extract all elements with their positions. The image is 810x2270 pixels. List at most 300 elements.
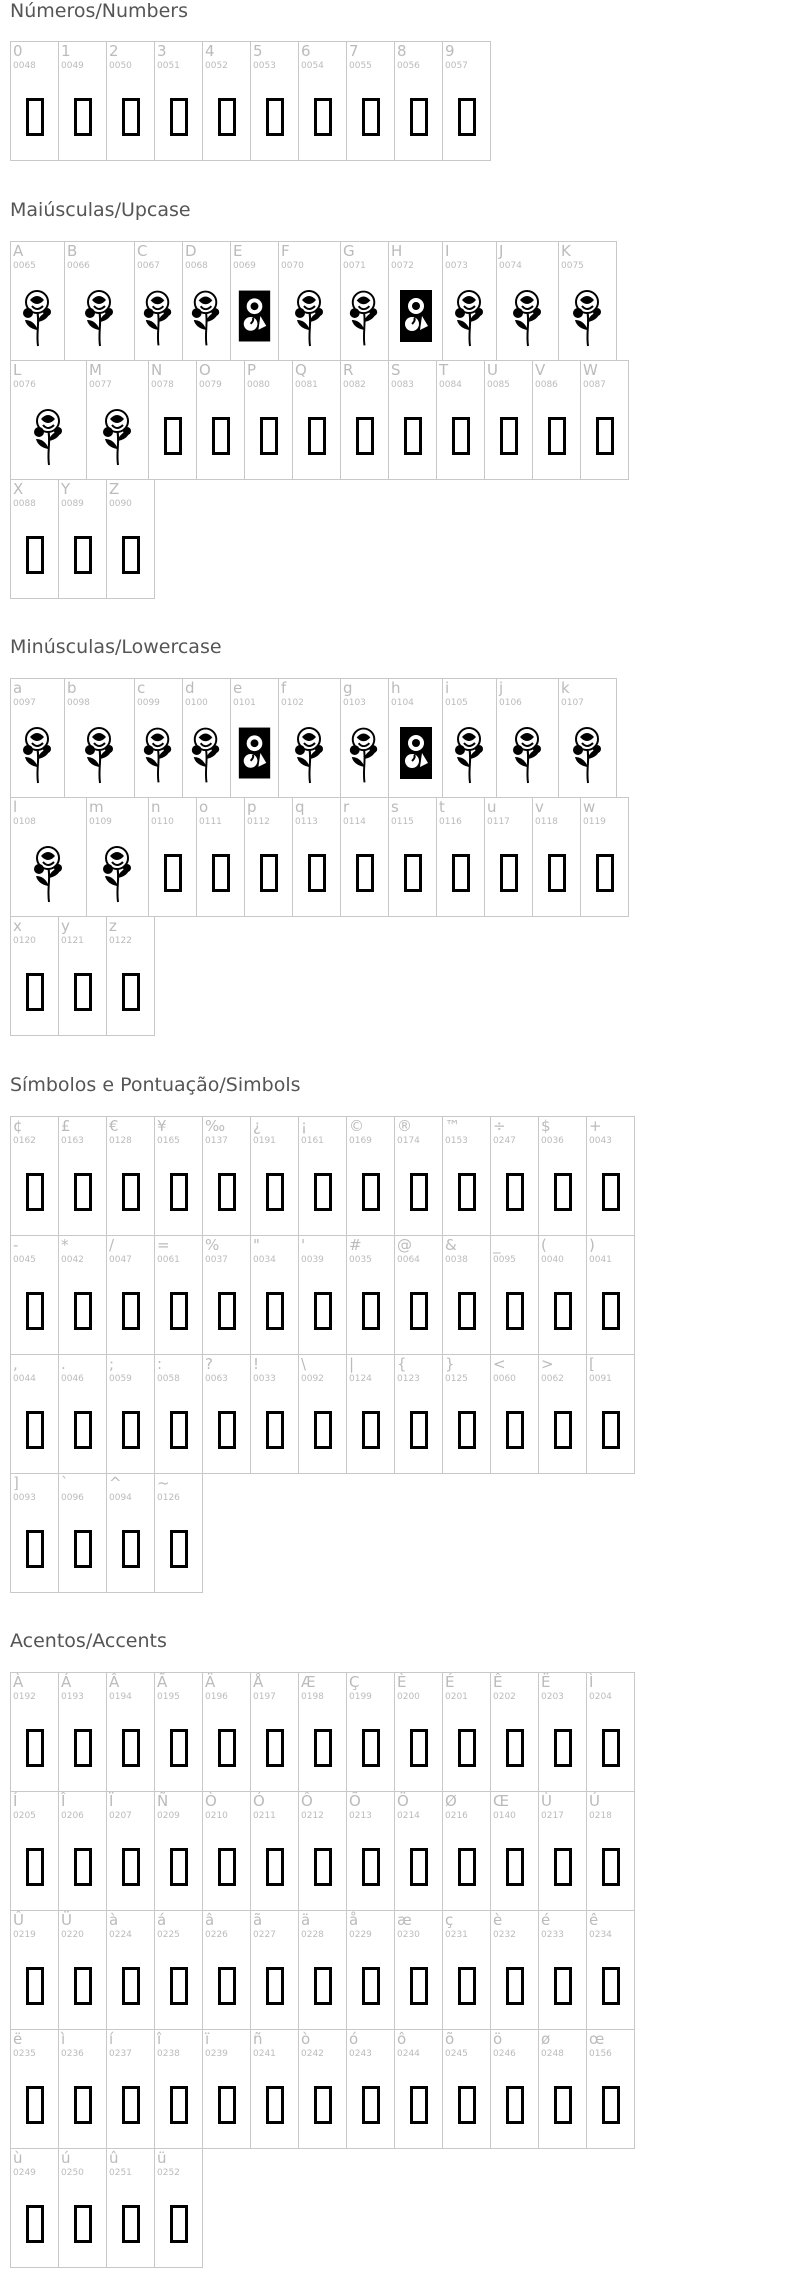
section-title: Minúsculas/Lowercase <box>10 636 222 658</box>
glyph-code: 0038 <box>445 1255 468 1265</box>
missing-glyph-box-icon <box>458 98 476 136</box>
glyph-cell <box>86 797 149 917</box>
glyph-cell <box>538 1354 587 1474</box>
missing-glyph-box-icon <box>74 1967 92 2005</box>
glyph-cell <box>202 2029 251 2149</box>
glyph-code: 0225 <box>157 1930 180 1940</box>
glyph-character: , <box>13 1355 18 1373</box>
glyph-code: 0213 <box>349 1811 372 1821</box>
missing-glyph-box-icon <box>26 1173 44 1211</box>
glyph-cell <box>250 1116 299 1236</box>
missing-glyph-box-icon <box>218 1967 236 2005</box>
glyph-character: Ê <box>493 1673 503 1691</box>
glyph-cell <box>244 360 293 480</box>
glyph-cell <box>586 1116 635 1236</box>
glyph-code: 0088 <box>13 499 36 509</box>
glyph-character: ø <box>541 2030 551 2048</box>
glyph-character: \ <box>301 1355 307 1373</box>
glyph-code: 0104 <box>391 698 414 708</box>
glyph-character: ï <box>205 2030 210 2048</box>
glyph-code: 0113 <box>295 817 318 827</box>
glyph-code: 0082 <box>343 380 366 390</box>
missing-glyph-box-icon <box>170 1729 188 1767</box>
missing-glyph-box-icon <box>362 2086 380 2124</box>
glyph-code: 0161 <box>301 1136 324 1146</box>
glyph-code: 0034 <box>253 1255 276 1265</box>
glyph-character: Ú <box>589 1792 600 1810</box>
glyph-character: V <box>535 361 546 379</box>
glyph-code: 0033 <box>253 1374 276 1384</box>
glyph-character: ¿ <box>253 1117 261 1135</box>
glyph-character: Œ <box>493 1792 510 1810</box>
missing-glyph-box-icon <box>554 1967 572 2005</box>
glyph-character: k <box>561 679 570 697</box>
glyph-character: É <box>445 1673 455 1691</box>
glyph-cell <box>586 1910 635 2030</box>
missing-glyph-box-icon <box>164 854 182 892</box>
glyph-cell <box>134 241 183 361</box>
glyph-cell <box>532 797 581 917</box>
glyph-character: ÷ <box>493 1117 506 1135</box>
glyph-cell <box>154 1672 203 1792</box>
missing-glyph-box-icon <box>122 1292 140 1330</box>
glyph-character: ê <box>589 1911 599 1929</box>
glyph-cell <box>10 1354 59 1474</box>
rose-bud-icon <box>135 278 182 356</box>
missing-glyph-box-icon <box>410 1292 428 1330</box>
glyph-cell <box>298 1354 347 1474</box>
missing-glyph-box-icon <box>218 98 236 136</box>
glyph-code: 0070 <box>281 261 304 271</box>
glyph-character: % <box>205 1236 220 1254</box>
glyph-code: 0102 <box>281 698 304 708</box>
glyph-code: 0206 <box>61 1811 84 1821</box>
glyph-character: Í <box>13 1792 18 1810</box>
lily-dark-card-icon <box>389 278 442 356</box>
missing-glyph-box-icon <box>212 854 230 892</box>
missing-glyph-box-icon <box>410 1411 428 1449</box>
glyph-cell <box>58 41 107 161</box>
glyph-code: 0083 <box>391 380 414 390</box>
glyph-cell <box>442 241 497 361</box>
glyph-character: } <box>445 1355 455 1373</box>
missing-glyph-box-icon <box>26 1292 44 1330</box>
glyph-character: à <box>109 1911 119 1929</box>
lily-dark-card-icon <box>389 715 442 793</box>
glyph-cell <box>580 797 629 917</box>
missing-glyph-box-icon <box>218 1848 236 1886</box>
glyph-character: Z <box>109 480 120 498</box>
glyph-code: 0124 <box>349 1374 372 1384</box>
glyph-cell <box>394 2029 443 2149</box>
glyph-cell <box>298 1235 347 1355</box>
glyph-code: 0105 <box>445 698 468 708</box>
glyph-character: û <box>109 2149 119 2167</box>
glyph-cell <box>106 2148 155 2268</box>
glyph-character: h <box>391 679 401 697</box>
glyph-character: Ì <box>589 1673 594 1691</box>
glyph-character: 4 <box>205 42 215 60</box>
glyph-character: T <box>439 361 449 379</box>
glyph-code: 0093 <box>13 1493 36 1503</box>
glyph-code: 0232 <box>493 1930 516 1940</box>
missing-glyph-box-icon <box>410 2086 428 2124</box>
missing-glyph-box-icon <box>308 417 326 455</box>
glyph-code: 0067 <box>137 261 160 271</box>
glyph-code: 0251 <box>109 2168 132 2178</box>
glyph-code: 0068 <box>185 261 208 271</box>
missing-glyph-box-icon <box>122 536 140 574</box>
glyph-code: 0231 <box>445 1930 468 1940</box>
missing-glyph-box-icon <box>122 98 140 136</box>
glyph-cell <box>58 2029 107 2149</box>
glyph-code: 0084 <box>439 380 462 390</box>
glyph-character: Ñ <box>157 1792 169 1810</box>
glyph-cell <box>10 1791 59 1911</box>
glyph-cell <box>58 1473 107 1593</box>
glyph-character: ç <box>445 1911 454 1929</box>
glyph-code: 0123 <box>397 1374 420 1384</box>
missing-glyph-box-icon <box>452 417 470 455</box>
glyph-cell <box>538 2029 587 2149</box>
glyph-code: 0107 <box>561 698 584 708</box>
missing-glyph-box-icon <box>506 1967 524 2005</box>
missing-glyph-box-icon <box>458 1411 476 1449</box>
glyph-cell <box>394 41 443 161</box>
glyph-character: ú <box>61 2149 71 2167</box>
glyph-cell <box>58 1235 107 1355</box>
glyph-code: 0049 <box>61 61 84 71</box>
glyph-character: õ <box>445 2030 455 2048</box>
glyph-code: 0192 <box>13 1692 36 1702</box>
missing-glyph-box-icon <box>122 1967 140 2005</box>
glyph-cell <box>202 1354 251 1474</box>
glyph-code: 0198 <box>301 1692 324 1702</box>
glyph-code: 0209 <box>157 1811 180 1821</box>
glyph-code: 0077 <box>89 380 112 390</box>
glyph-code: 0228 <box>301 1930 324 1940</box>
glyph-character: ¥ <box>157 1117 167 1135</box>
glyph-cell <box>490 1235 539 1355</box>
glyph-code: 0128 <box>109 1136 132 1146</box>
glyph-character: 3 <box>157 42 167 60</box>
glyph-character: 0 <box>13 42 23 60</box>
flower-cluster-icon <box>559 278 616 356</box>
missing-glyph-box-icon <box>506 1292 524 1330</box>
glyph-character: ä <box>301 1911 311 1929</box>
missing-glyph-box-icon <box>458 2086 476 2124</box>
glyph-character: O <box>199 361 211 379</box>
missing-glyph-box-icon <box>602 1173 620 1211</box>
glyph-cell <box>346 1354 395 1474</box>
glyph-character: b <box>67 679 77 697</box>
glyph-character: L <box>13 361 22 379</box>
glyph-character: H <box>391 242 403 260</box>
rose-spray-icon <box>11 834 86 912</box>
glyph-code: 0199 <box>349 1692 372 1702</box>
glyph-character: $ <box>541 1117 551 1135</box>
missing-glyph-box-icon <box>602 1292 620 1330</box>
glyph-code: 0095 <box>493 1255 516 1265</box>
glyph-cell <box>250 1910 299 2030</box>
glyph-character: ' <box>301 1236 306 1254</box>
glyph-character: í <box>109 2030 114 2048</box>
glyph-code: 0204 <box>589 1692 612 1702</box>
missing-glyph-box-icon <box>602 2086 620 2124</box>
glyph-cell <box>538 1235 587 1355</box>
glyph-code: 0057 <box>445 61 468 71</box>
glyph-character: Ë <box>541 1673 551 1691</box>
missing-glyph-box-icon <box>260 854 278 892</box>
glyph-character: é <box>541 1911 551 1929</box>
missing-glyph-box-icon <box>170 1967 188 2005</box>
glyph-cell <box>436 797 485 917</box>
glyph-code: 0054 <box>301 61 324 71</box>
glyph-code: 0137 <box>205 1136 228 1146</box>
glyph-cell <box>586 2029 635 2149</box>
glyph-cell <box>10 241 65 361</box>
rose-bloom-icon <box>65 715 134 793</box>
glyph-cell <box>538 1791 587 1911</box>
glyph-character: c <box>137 679 146 697</box>
missing-glyph-box-icon <box>170 1173 188 1211</box>
glyph-cell <box>388 241 443 361</box>
glyph-cell <box>442 1791 491 1911</box>
glyph-character: ™ <box>445 1117 460 1135</box>
glyph-code: 0064 <box>397 1255 420 1265</box>
missing-glyph-box-icon <box>458 1292 476 1330</box>
glyph-code: 0037 <box>205 1255 228 1265</box>
glyph-character: x <box>13 917 22 935</box>
glyph-code: 0096 <box>61 1493 84 1503</box>
glyph-character: ® <box>397 1117 412 1135</box>
glyph-code: 0094 <box>109 1493 132 1503</box>
glyph-character: 7 <box>349 42 359 60</box>
glyph-character: j <box>499 679 504 697</box>
glyph-code: 0098 <box>67 698 90 708</box>
glyph-character: ë <box>13 2030 23 2048</box>
glyph-cell <box>58 479 107 599</box>
single-rose-icon <box>279 715 340 793</box>
glyph-character: n <box>151 798 161 816</box>
glyph-code: 0249 <box>13 2168 36 2178</box>
glyph-code: 0220 <box>61 1930 84 1940</box>
glyph-code: 0075 <box>561 261 584 271</box>
glyph-code: 0234 <box>589 1930 612 1940</box>
glyph-code: 0242 <box>301 2049 324 2059</box>
glyph-cell <box>346 1116 395 1236</box>
rose-stem-bouquet-icon <box>183 278 230 356</box>
missing-glyph-box-icon <box>596 417 614 455</box>
glyph-code: 0205 <box>13 1811 36 1821</box>
section-title: Acentos/Accents <box>10 1630 167 1652</box>
glyph-cell <box>442 1116 491 1236</box>
glyph-cell <box>196 360 245 480</box>
missing-glyph-box-icon <box>266 1848 284 1886</box>
glyph-cell <box>484 797 533 917</box>
glyph-character: È <box>397 1673 407 1691</box>
glyph-code: 0125 <box>445 1374 468 1384</box>
glyph-cell <box>106 1116 155 1236</box>
missing-glyph-box-icon <box>500 417 518 455</box>
missing-glyph-box-icon <box>122 973 140 1011</box>
glyph-character: d <box>185 679 195 697</box>
glyph-cell <box>106 1791 155 1911</box>
glyph-character: 2 <box>109 42 119 60</box>
glyph-cell <box>154 1791 203 1911</box>
glyph-code: 0162 <box>13 1136 36 1146</box>
missing-glyph-box-icon <box>410 1729 428 1767</box>
glyph-cell <box>58 916 107 1036</box>
missing-glyph-box-icon <box>26 973 44 1011</box>
glyph-cell <box>538 1116 587 1236</box>
rose-spray-icon <box>11 397 86 475</box>
missing-glyph-box-icon <box>266 1729 284 1767</box>
glyph-cell <box>106 41 155 161</box>
missing-glyph-box-icon <box>26 536 44 574</box>
missing-glyph-box-icon <box>356 854 374 892</box>
glyph-character: ) <box>589 1236 595 1254</box>
missing-glyph-box-icon <box>260 417 278 455</box>
glyph-character: ‰ <box>205 1117 226 1135</box>
glyph-code: 0062 <box>541 1374 564 1384</box>
glyph-code: 0196 <box>205 1692 228 1702</box>
glyph-cell <box>538 1910 587 2030</box>
glyph-character: © <box>349 1117 364 1135</box>
missing-glyph-box-icon <box>74 1292 92 1330</box>
glyph-character: M <box>89 361 102 379</box>
glyph-cell <box>394 1235 443 1355</box>
glyph-code: 0117 <box>487 817 510 827</box>
glyph-code: 0140 <box>493 1811 516 1821</box>
missing-glyph-box-icon <box>26 1848 44 1886</box>
glyph-cell <box>388 797 437 917</box>
glyph-code: 0045 <box>13 1255 36 1265</box>
glyph-code: 0063 <box>205 1374 228 1384</box>
glyph-cell <box>58 2148 107 2268</box>
glyph-cell <box>250 1791 299 1911</box>
glyph-code: 0126 <box>157 1493 180 1503</box>
missing-glyph-box-icon <box>596 854 614 892</box>
glyph-character: ! <box>253 1355 260 1373</box>
missing-glyph-box-icon <box>170 1411 188 1449</box>
glyph-code: 0226 <box>205 1930 228 1940</box>
glyph-cell <box>106 479 155 599</box>
single-rose-icon <box>279 278 340 356</box>
missing-glyph-box-icon <box>74 536 92 574</box>
glyph-character: Ã <box>157 1673 168 1691</box>
glyph-cell <box>278 241 341 361</box>
glyph-cell <box>10 916 59 1036</box>
missing-glyph-box-icon <box>554 1729 572 1767</box>
glyph-character: @ <box>397 1236 412 1254</box>
glyph-code: 0052 <box>205 61 228 71</box>
missing-glyph-box-icon <box>266 1292 284 1330</box>
glyph-cell <box>394 1910 443 2030</box>
glyph-code: 0058 <box>157 1374 180 1384</box>
missing-glyph-box-icon <box>266 2086 284 2124</box>
glyph-cell <box>298 1672 347 1792</box>
glyph-code: 0051 <box>157 61 180 71</box>
glyph-code: 0217 <box>541 1811 564 1821</box>
glyph-character: è <box>493 1911 503 1929</box>
glyph-code: 0079 <box>199 380 222 390</box>
glyph-cell <box>58 1791 107 1911</box>
missing-glyph-box-icon <box>500 854 518 892</box>
missing-glyph-box-icon <box>362 1411 380 1449</box>
flower-bunch-icon <box>497 715 558 793</box>
glyph-character: s <box>391 798 399 816</box>
glyph-code: 0202 <box>493 1692 516 1702</box>
glyph-character: 1 <box>61 42 71 60</box>
glyph-cell <box>154 1910 203 2030</box>
missing-glyph-box-icon <box>554 2086 572 2124</box>
glyph-code: 0203 <box>541 1692 564 1702</box>
glyph-cell <box>148 797 197 917</box>
glyph-code: 0239 <box>205 2049 228 2059</box>
glyph-character: w <box>583 798 596 816</box>
glyph-cell <box>394 1116 443 1236</box>
glyph-cell <box>10 678 65 798</box>
glyph-cell <box>484 360 533 480</box>
glyph-code: 0080 <box>247 380 270 390</box>
glyph-cell <box>202 1791 251 1911</box>
glyph-character: ü <box>157 2149 167 2167</box>
missing-glyph-box-icon <box>506 1173 524 1211</box>
glyph-character: € <box>109 1117 119 1135</box>
glyph-cell <box>298 41 347 161</box>
glyph-character: X <box>13 480 24 498</box>
glyph-code: 0210 <box>205 1811 228 1821</box>
glyph-code: 0103 <box>343 698 366 708</box>
missing-glyph-box-icon <box>26 98 44 136</box>
missing-glyph-box-icon <box>506 1848 524 1886</box>
missing-glyph-box-icon <box>74 2086 92 2124</box>
missing-glyph-box-icon <box>170 1848 188 1886</box>
glyph-code: 0044 <box>13 1374 36 1384</box>
glyph-code: 0244 <box>397 2049 420 2059</box>
missing-glyph-box-icon <box>362 1848 380 1886</box>
flower-cluster-icon <box>559 715 616 793</box>
glyph-code: 0065 <box>13 261 36 271</box>
glyph-character: ò <box>301 2030 311 2048</box>
glyph-cell <box>394 1354 443 1474</box>
missing-glyph-box-icon <box>314 1729 332 1767</box>
glyph-code: 0040 <box>541 1255 564 1265</box>
glyph-code: 0250 <box>61 2168 84 2178</box>
missing-glyph-box-icon <box>308 854 326 892</box>
flower-bunch-icon <box>497 278 558 356</box>
glyph-cell <box>586 1354 635 1474</box>
glyph-character: R <box>343 361 354 379</box>
missing-glyph-box-icon <box>458 1729 476 1767</box>
missing-glyph-box-icon <box>122 2205 140 2243</box>
glyph-cell <box>230 678 279 798</box>
glyph-cell <box>10 1672 59 1792</box>
glyph-code: 0053 <box>253 61 276 71</box>
glyph-code: 0108 <box>13 817 36 827</box>
glyph-character: Å <box>253 1673 264 1691</box>
missing-glyph-box-icon <box>74 1729 92 1767</box>
glyph-character: q <box>295 798 305 816</box>
glyph-character: J <box>499 242 504 260</box>
glyph-character: + <box>589 1117 602 1135</box>
missing-glyph-box-icon <box>602 1967 620 2005</box>
missing-glyph-box-icon <box>554 1292 572 1330</box>
missing-glyph-box-icon <box>314 1967 332 2005</box>
missing-glyph-box-icon <box>26 1729 44 1767</box>
glyph-character: á <box>157 1911 167 1929</box>
